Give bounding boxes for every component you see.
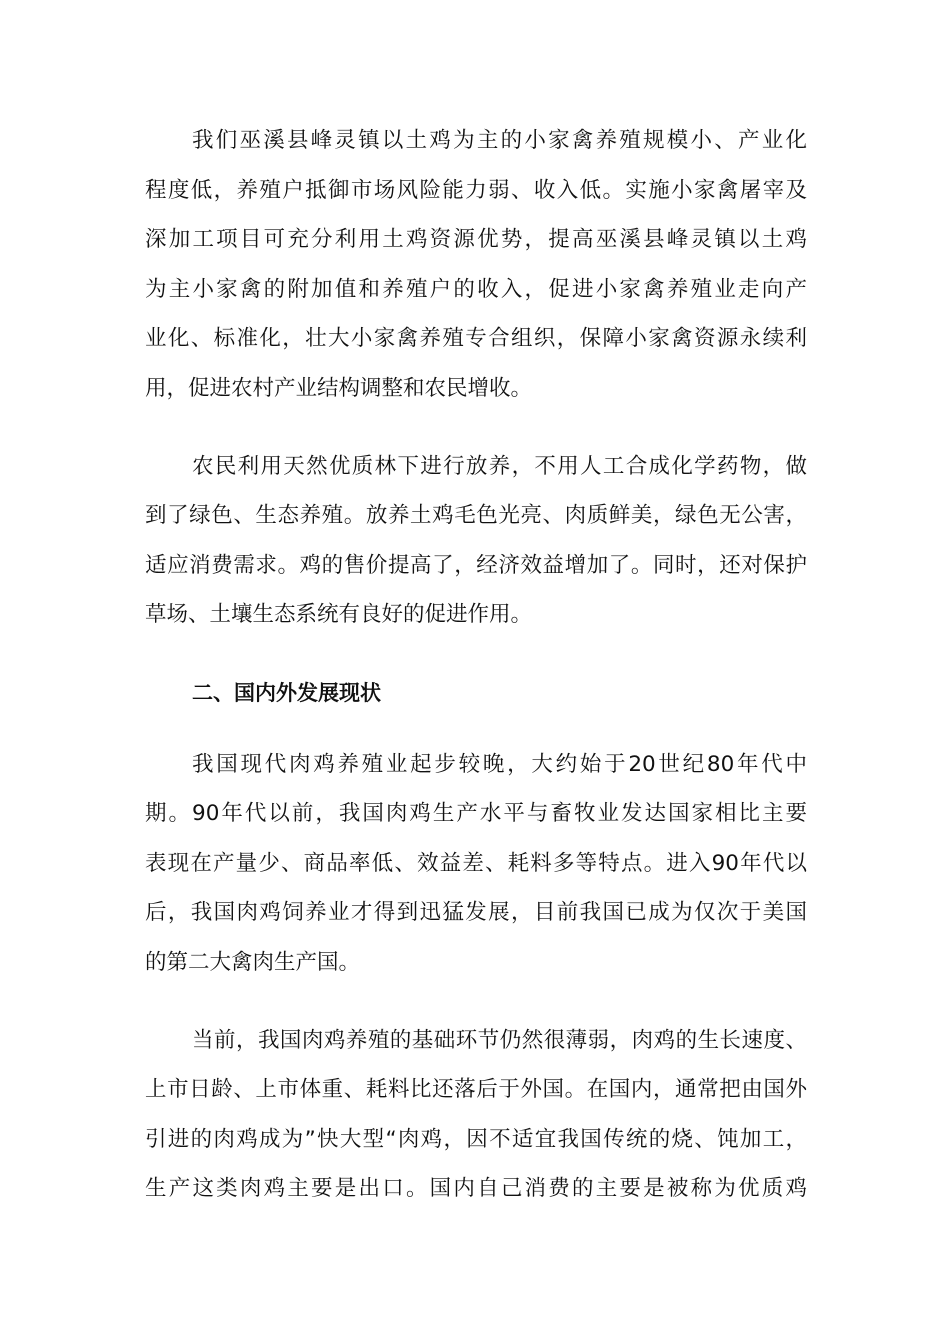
text-line: 生产这类肉鸡主要是出口。国内自己消费的主要是被称为优质鸡 — [145, 1176, 807, 1202]
text-line: 草场、土壤生态系统有良好的促进作用。 — [145, 602, 533, 628]
text-line: 的第二大禽肉生产国。 — [145, 949, 361, 975]
text-line: 引进的肉鸡成为”快大型“肉鸡，因不适宜我国传统的烧、饨加工， — [145, 1126, 807, 1152]
paragraph-3 — [145, 746, 807, 994]
text-line: 我国现代肉鸡养殖业起步较晚，大约始于20世纪80年代中 — [192, 751, 807, 777]
text-line: 当前，我国肉鸡养殖的基础环节仍然很薄弱，肉鸡的生长速度、 — [192, 1027, 807, 1053]
paragraph-4 — [145, 1022, 807, 1220]
text-line: 期。90年代以前，我国肉鸡生产水平与畜牧业发达国家相比主要 — [145, 801, 807, 827]
text-line: 上市日龄、上市体重、耗料比还落后于外国。在国内，通常把由国外 — [145, 1077, 807, 1103]
text-line: 农民利用天然优质林下进行放养，不用人工合成化学药物，做 — [192, 453, 807, 479]
text-line: 适应消费需求。鸡的售价提高了，经济效益增加了。同时，还对保护 — [145, 552, 807, 578]
text-line: 深加工项目可充分利用土鸡资源优势，提高巫溪县峰灵镇以土鸡 — [145, 227, 807, 253]
text-line: 用，促进农村产业结构调整和农民增收。 — [145, 375, 533, 401]
text-line: 到了绿色、生态养殖。放养土鸡毛色光亮、肉质鲜美，绿色无公害， — [145, 503, 807, 529]
text-line: 程度低，养殖户抵御市场风险能力弱、收入低。实施小家禽屠宰及 — [145, 177, 807, 203]
text-line: 后，我国肉鸡饲养业才得到迅猛发展，目前我国已成为仅次于美国 — [145, 900, 807, 926]
text-line: 表现在产量少、商品率低、效益差、耗料多等特点。进入90年代以 — [145, 850, 807, 876]
text-line: 为主小家禽的附加值和养殖户的收入，促进小家禽养殖业走向产 — [145, 276, 807, 302]
section-heading: 二、国内外发展现状 — [192, 680, 381, 705]
text-line: 我们巫溪县峰灵镇以土鸡为主的小家禽养殖规模小、产业化 — [192, 128, 807, 153]
paragraph-1 — [145, 122, 807, 420]
paragraph-2 — [145, 448, 807, 646]
document-page — [145, 122, 807, 1248]
text-line: 业化、标准化，壮大小家禽养殖专合组织，保障小家禽资源永续利 — [145, 326, 807, 352]
